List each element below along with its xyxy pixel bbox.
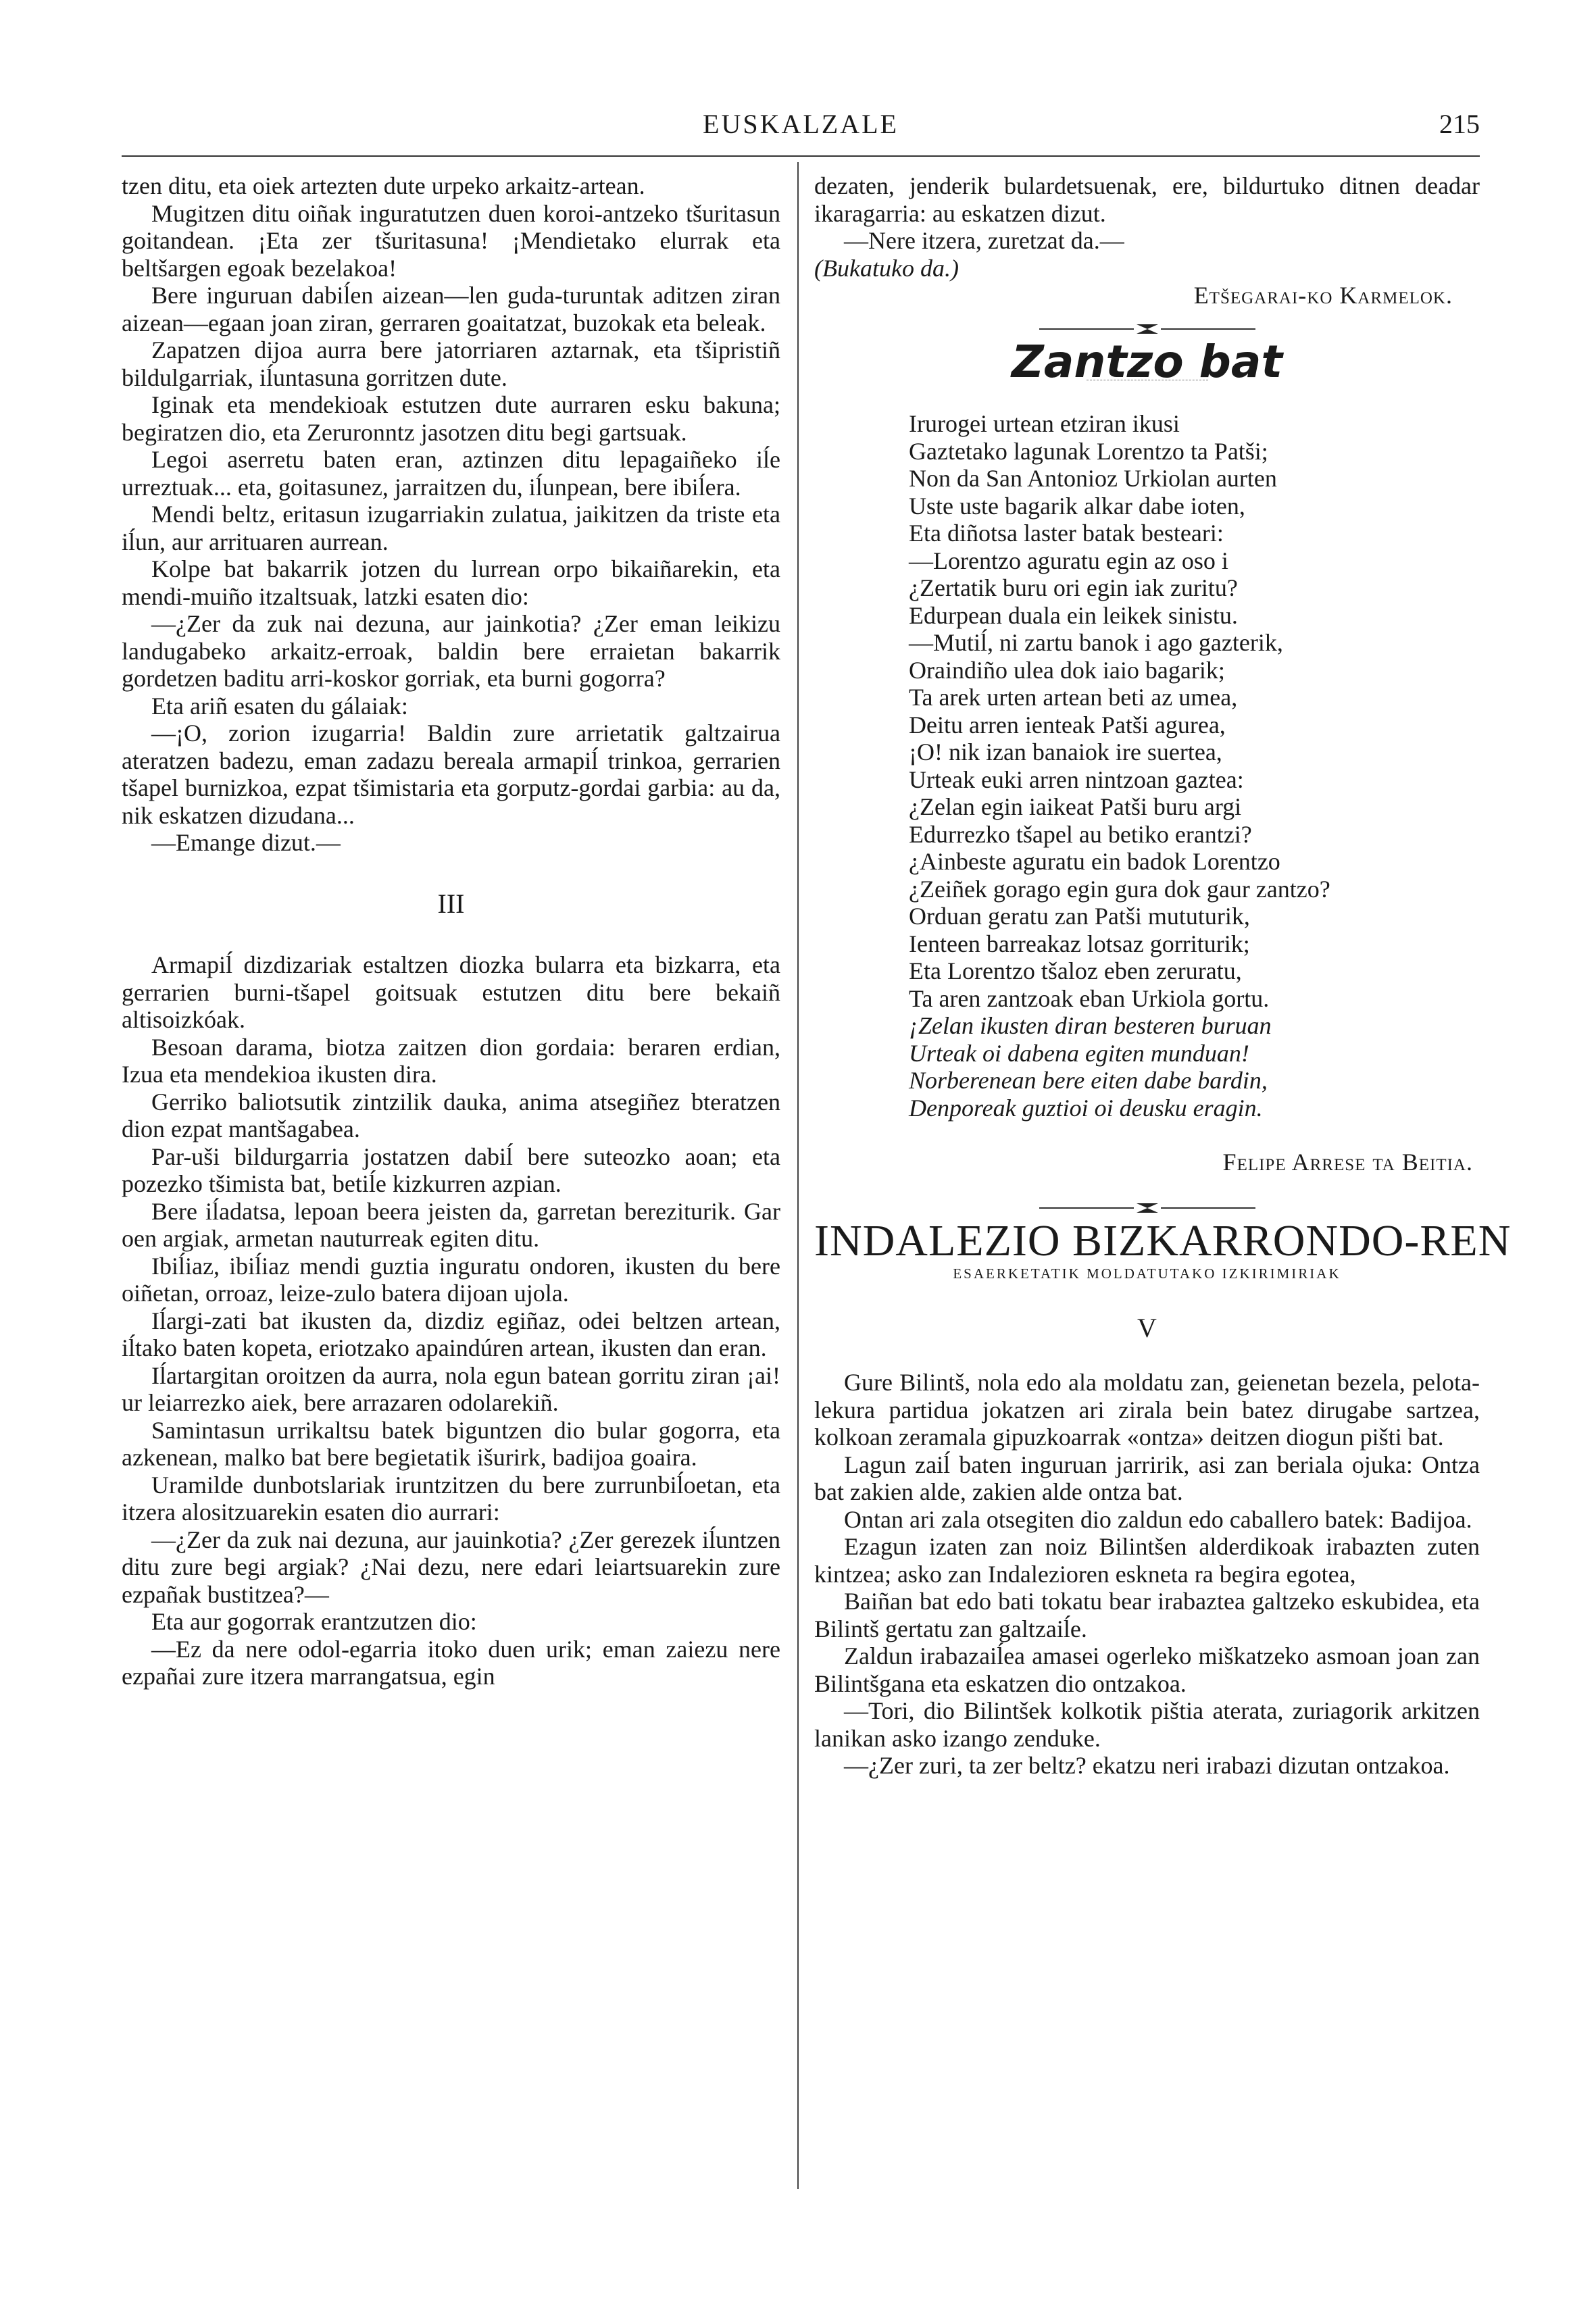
poem-line: Ienteen barreakaz lotsaz gorriturik; <box>909 930 1250 957</box>
poem-line: Edurrezko tšapel au betiko erantzi? <box>909 820 1252 848</box>
poem <box>909 410 1480 1122</box>
paragraph: Baiñan bat edo bati tokatu bear irabaztea galtzeko eskubidea, eta Bilintš gertatu zan galtzaiĺe. <box>814 1588 1480 1642</box>
poem-line: Ta arek urten artean beti az umea, <box>909 684 1238 711</box>
left-top-text <box>122 172 780 857</box>
article-title: INDALEZIO BIZKARRONDO-REN <box>814 1215 1512 1265</box>
signature-karmelo: Etšegarai-ko Karmelok. <box>1193 282 1453 309</box>
poem-line: Norberenean bere eiten dabe bardin, <box>909 1067 1268 1094</box>
paragraph: Ontan ari zala otsegiten dio zaldun edo caballero batek: Badijoa. <box>844 1505 1472 1533</box>
paragraph: Eta aur gogorrak erantzutzen dio: <box>151 1608 477 1635</box>
poem-line: Ta aren zantzoak eban Urkiola gortu. <box>909 984 1270 1012</box>
poem-line: ¿Zelan egin iaikeat Patši buru argi <box>909 793 1242 820</box>
poem-line: Oraindiño ulea dok iaio bagarik; <box>909 656 1225 684</box>
paragraph: —¿Zer da zuk nai dezuna, aur jauinkotia? ¿Zer gerezek iĺuntzen ditu zure begi argiak? ¿Nai dezu, nere edari leiartsuarekin zure ezpañak bustitzea?— <box>122 1526 780 1608</box>
paragraph: Par-uši bildurgarria jostatzen dabiĺ bere suteozko aoan; eta pozezko tšimista bat, betiĺe kizkurren azpian. <box>122 1142 780 1197</box>
paragraph: tzen ditu, eta oiek artezten dute urpeko arkaitz-artean. <box>122 172 645 199</box>
poem-line: ¿Ainbeste aguratu ein badok Lorentzo <box>909 848 1280 875</box>
page-number: 215 <box>1439 109 1480 139</box>
paragraph: Ezagun izaten zan noiz Bilintšen alderdikoak irabazten zuten kintzea; asko zan Indalezioren eskneta ra begira egotea, <box>814 1533 1480 1588</box>
paragraph: Iĺargi-zati bat ikusten da, dizdiz egiñaz, odei beltzen artean, iĺtako baten kopeta, eriotzako apaindúren artean, ikusten dan eran. <box>122 1307 780 1361</box>
section-heading-v: V <box>1137 1312 1157 1343</box>
paragraph: Eta ariñ esaten du gálaiak: <box>151 692 408 720</box>
paragraph: —¿Zer zuri, ta zer beltz? ekatzu neri irabazi dizutan ontzakoa. <box>844 1752 1450 1779</box>
paragraph: —Nere itzera, zuretzat da.— <box>844 227 1124 254</box>
poem-line: ¡Zelan ikusten diran besteren buruan <box>909 1012 1272 1039</box>
diamond-ornament-icon <box>1137 324 1158 334</box>
signature-felipe: Felipe Arrese ta Beitia. <box>1222 1149 1473 1176</box>
poem-line: Gaztetako lagunak Lorentzo ta Patši; <box>909 437 1268 465</box>
paragraph: Lagun zaiĺ baten inguruan jarririk, asi zan beriala ojuka: Ontza bat zakien alde, zakien alde ontza bat. <box>814 1451 1480 1505</box>
column-divider <box>797 162 799 2189</box>
paragraph: —Ez da nere odol-egarria itoko duen urik; eman zaiezu nere ezpañai zure itzera marrangatsua, egin <box>122 1635 780 1690</box>
poem-line: Orduan geratu zan Patši mututurik, <box>909 903 1250 930</box>
paragraph: Kolpe bat bakarrik jotzen du lurrean orpo bikaiñarekin, eta mendi-muiño itzaltsuak, latzki esaten dio: <box>122 555 780 610</box>
poem-line: ¿Zertatik buru ori egin iak zuritu? <box>909 574 1238 601</box>
poem-line: Urteak euki arren nintzoan gaztea: <box>909 765 1244 793</box>
poem-line: ¡O! nik izan banaiok ire suertea, <box>909 738 1222 765</box>
poem-line: ¿Zeiñek gorago egin gura dok gaur zantzo? <box>909 875 1330 903</box>
paragraph: Gerriko baliotsutik zintzilik dauka, anima atsegiñez bteratzen dion ezpat mantšagabea. <box>122 1088 780 1142</box>
paragraph: Bere iĺadatsa, lepoan beera jeisten da, garretan bereziturik. Gar oen argiak, armetan nauturreak egiten ditu. <box>122 1197 780 1252</box>
diamond-ornament-icon <box>1137 1203 1158 1213</box>
paragraph: Ibiĺiaz, ibiĺiaz mendi guztia inguratu ondoren, ikusten du bere oiñetan, orroaz, leize-zulo batera dijoan ujola. <box>122 1252 780 1307</box>
header-rule <box>122 155 1480 157</box>
left-bottom-text <box>122 951 780 1690</box>
paragraph: Zaldun irabazaiĺea amasei ogerleko miškatzeko asmoan joan zan Bilintšgana eta eskatzen dio ontzakoa. <box>814 1642 1480 1697</box>
right-column <box>814 172 1512 1780</box>
right-top-text <box>814 172 1480 282</box>
paragraph: Iginak eta mendekioak estutzen dute aurraren esku bakuna; begiratzen dio, eta Zeruronntz jasotzen ditu begi gartsuak. <box>122 391 780 446</box>
paragraph: Mendi beltz, eritasun izugarriakin zulatua, jaikitzen da triste eta iĺun, aur arrituaren aurrean. <box>122 501 780 555</box>
article-subtitle: ESAERKETATIK MOLDATUTAKO IZKIRIMIRIAK <box>953 1265 1341 1282</box>
poem-line: —Lorentzo aguratu egin az oso i <box>909 547 1228 574</box>
paragraph: Armapiĺ dizdizariak estaltzen diozka bularra eta bizkarra, eta gerrarien burni-tšapel goitsuak estutzen ditu bere bekaiñ altisoizkóak. <box>122 951 780 1033</box>
poem-line: Denporeak guztioi oi deusku eragin. <box>909 1094 1263 1122</box>
poem-title: Zantzo bat <box>1012 335 1282 388</box>
ornament-divider-2 <box>814 1203 1480 1213</box>
paragraph: Besoan darama, biotza zaitzen dion gordaia: beraren erdian, Izua eta mendekioa ikusten dira. <box>122 1033 780 1088</box>
poem-line: Urteak oi dabena egiten munduan! <box>909 1039 1249 1067</box>
poem-line: Non da San Antonioz Urkiolan aurten <box>909 465 1277 492</box>
right-bottom-text <box>814 1369 1480 1780</box>
paragraph: —¡O, zorion izugarria! Baldin zure arrietatik galtzairua ateratzen badezu, eman zadazu bereala armapiĺ trinkoa, gerrarien tšapel burnizkoa, ezpat tšimistaria eta gorputz-gordai garbia: au da, nik eskatzen dizudana... <box>122 720 780 829</box>
paragraph: Uramilde dunbotslariak iruntzitzen du bere zurrunbiĺoetan, eta itzera alositzuarekin esaten dio aurrari: <box>122 1471 780 1526</box>
paragraph: —Emange dizut.— <box>151 829 341 856</box>
poem-line: Edurpean duala ein leikek sinistu. <box>909 601 1238 629</box>
poem-line: Eta Lorentzo tšaloz eben zeruratu, <box>909 957 1242 984</box>
paragraph: Legoi aserretu baten eran, aztinzen ditu lepagaiñeko iĺe urreztuak... eta, goitasunez, jarraitzen du, iĺunpean, bere ibiĺera. <box>122 446 780 501</box>
left-column <box>122 172 780 1690</box>
poem-line: Deitu arren ienteak Patši agurea, <box>909 711 1226 738</box>
paragraph: —¿Zer da zuk nai dezuna, aur jainkotia? ¿Zer eman leikizu landugabeko arkaitz-erroak, baldin bere erraietan bakarrik gordetzen baditu arri-koskor gorriak, eta burni gogorra? <box>122 610 780 692</box>
poem-line: —Mutiĺ, ni zartu banok i ago gazterik, <box>909 629 1283 656</box>
paragraph: (Bukatuko da.) <box>814 254 959 282</box>
paragraph: —Tori, dio Bilintšek kolkotik pištia aterata, zuriagorik arkitzen lanikan asko izango zenduke. <box>814 1697 1480 1752</box>
poem-line: Eta diñotsa laster batak besteari: <box>909 520 1224 547</box>
paragraph: Gure Bilintš, nola edo ala moldatu zan, geienetan bezela, pelota-lekura partidua jokatzen ari zirala bein batez dirugabe sartzea, kolkoan zeramala gipuzkoarrak «ontza» deitzen diogun pišti bat. <box>814 1369 1480 1451</box>
paragraph: Zapatzen dijoa aurra bere jatorriaren aztarnak, eta tšipristiñ bildulgarriak, iĺuntasuna gorritzen dute. <box>122 336 780 391</box>
journal-title: EUSKALZALE <box>703 109 899 139</box>
poem-line: Uste uste bagarik alkar dabe ioten, <box>909 492 1245 520</box>
paragraph: Bere inguruan dabiĺen aizean—len guda-turuntak aditzen ziran aizean—egaan joan ziran, gerraren goaitatzat, buzokak eta beleak. <box>122 282 780 336</box>
paragraph: dezaten, jenderik bulardetsuenak, ere, bildurtuko ditnen deadar ikaragarria: au eskatzen dizut. <box>814 172 1480 227</box>
section-heading-iii: III <box>437 888 465 919</box>
paragraph: Samintasun urrikaltsu batek biguntzen dio bular gogorra, eta azkenean, malko bat bere begietatik išurirk, badijoa goaira. <box>122 1416 780 1471</box>
page-header <box>122 108 1480 149</box>
ornament-divider <box>814 324 1480 334</box>
poem-line: Irurogei urtean etziran ikusi <box>909 410 1180 437</box>
paragraph: Iĺartargitan oroitzen da aurra, nola egun batean gorritu ziran ¡ai! ur leiarrezko aiek, bere arrazaren odolarekiñ. <box>122 1361 780 1416</box>
paragraph: Mugitzen ditu oiñak inguratutzen duen koroi-antzeko tšuritasun goitandean. ¡Eta zer tšuritasuna! ¡Mendietako elurrak eta beltšargen egoak bezelakoa! <box>122 199 780 282</box>
